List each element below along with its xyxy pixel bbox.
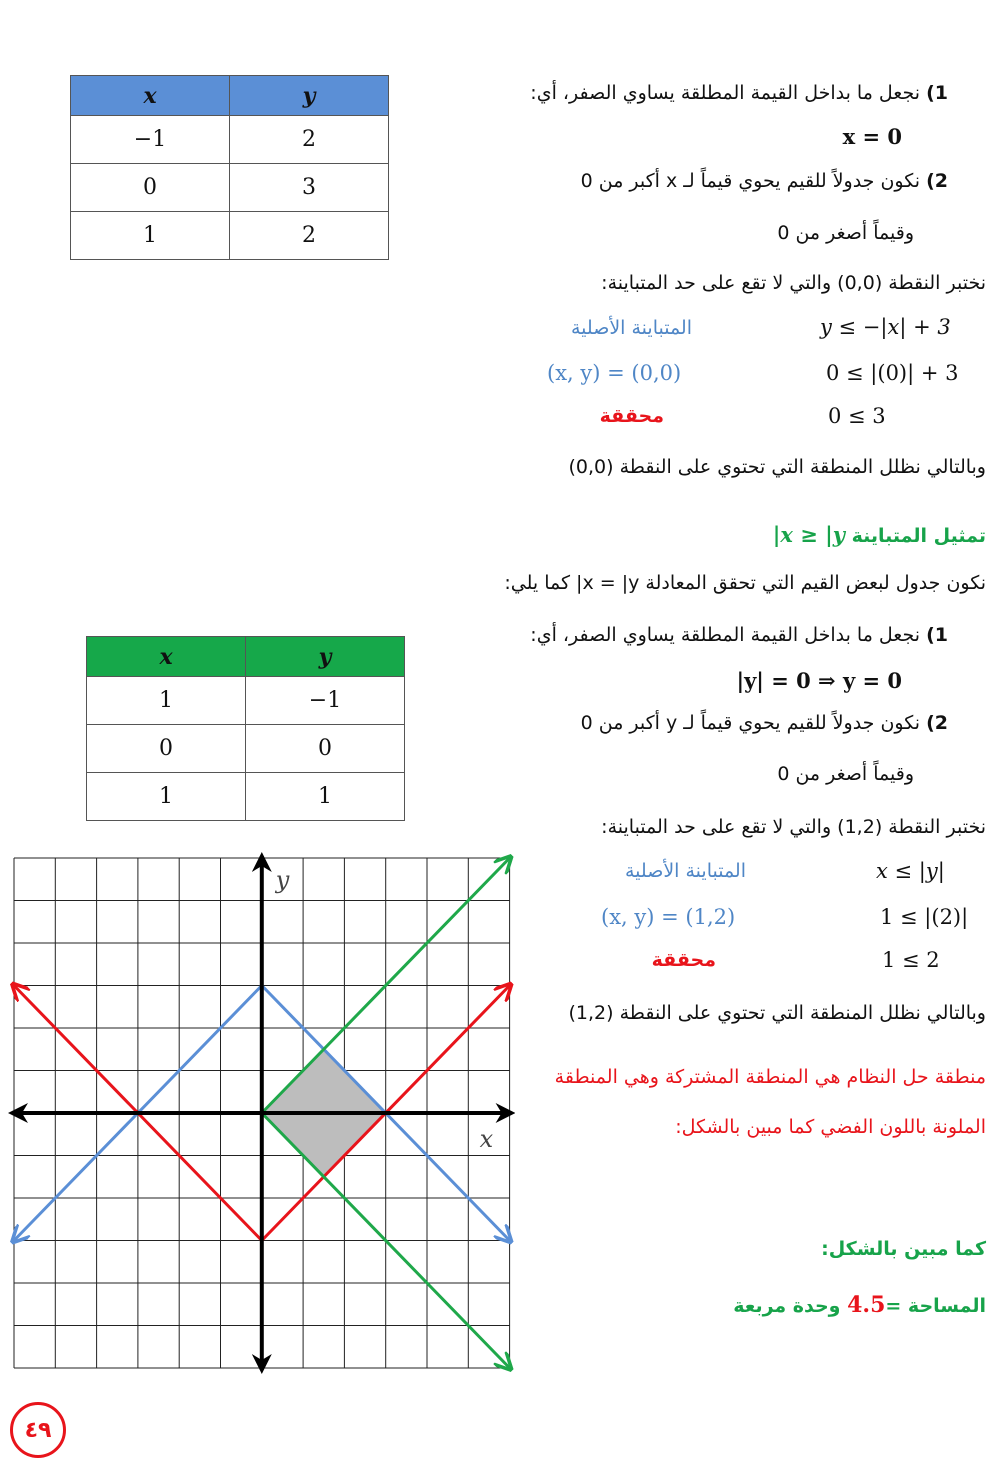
page-number: ٤٩ [24,1417,52,1443]
part2-step2-line2: وقيماً أصغر من 0 [777,763,914,785]
part1-step2 [581,170,948,192]
step-text: نجعل ما بداخل القيمة المطلقة يساوي الصفر، أي: [530,624,921,646]
table-cell: 1 [87,677,246,725]
table-cell: −1 [246,677,405,725]
part1-sub-math: 0 ≤ |(0)| + 3 [826,361,959,385]
step-number: 2) [926,712,948,734]
table-header-y: y [246,637,405,677]
step-number: 1) [926,624,948,646]
part1-orig-label: المتباينة الأصلية [570,317,692,339]
table-cell: 1 [87,773,246,821]
coordinate-graph [0,850,515,1380]
table-cell: 0 [71,164,230,212]
part2-conclusion: وبالتالي نظلل المنطقة التي تحتوي على النقطة (1,2) [568,1002,986,1024]
part1-orig-math: y ≤ −|x| + 3 [820,315,951,339]
table-row [87,725,405,773]
solution-line2: الملونة باللون الفضي كما مبين بالشكل: [675,1116,986,1138]
part2-orig-label: المتباينة الأصلية [624,860,746,882]
table-cell: 2 [230,212,389,260]
table-header-x: x [71,76,230,116]
step-number: 2) [926,170,948,192]
part2-step1 [530,624,948,646]
table-row [87,677,405,725]
table-header-row [87,637,405,677]
table-row [87,773,405,821]
part1-result-math: 0 ≤ 3 [828,404,886,428]
solution-shown: كما مبين بالشكل: [821,1238,986,1260]
area-label: المساحة = [885,1295,986,1317]
part1-sub-label: (x, y) = (0,0) [547,361,682,385]
part2-orig-math: x ≤ |y| [876,859,945,883]
step-text: نكون جدولاً للقيم يحوي قيماً لـ y أكبر من 0 [580,712,921,734]
page-number-badge [10,1402,66,1458]
area-value: 4.5 [847,1292,886,1318]
table-cell: 1 [246,773,405,821]
part2-sub-label: (x, y) = (1,2) [601,905,736,929]
part1-step2-line2: وقيماً أصغر من 0 [777,222,914,244]
part2-heading [773,522,986,547]
values-table-1 [70,75,389,260]
table-header-y: y [230,76,389,116]
table-cell: 0 [87,725,246,773]
table-cell: −1 [71,116,230,164]
part2-test-text: نختبر النقطة (1,2) والتي لا تقع على حد المتباينة: [601,816,986,838]
part1-step1 [530,82,948,104]
table-row [71,116,389,164]
table-cell: 2 [230,116,389,164]
table-header-row [71,76,389,116]
step-text: نكون جدولاً للقيم يحوي قيماً لـ x أكبر من 0 [580,170,921,192]
solution-line1: منطقة حل النظام هي المنطقة المشتركة وهي المنطقة [554,1066,986,1088]
part2-result-math: 1 ≤ 2 [882,948,940,972]
part2-verified: محققة [651,949,716,971]
table-cell: 1 [71,212,230,260]
heading-math: x ≥ |y| [772,522,845,547]
area-line [733,1292,986,1318]
part2-sub-math: 1 ≤ |(2)| [880,905,969,929]
table-header-x: x [87,637,246,677]
part1-step1-math: x = 0 [842,124,902,149]
part2-intro: نكون جدول لبعض القيم التي تحقق المعادلة x = |y| كما يلي: [504,572,986,594]
x-axis-label: x [479,1125,494,1153]
part1-conclusion: وبالتالي نظلل المنطقة التي تحتوي على النقطة (0,0) [568,456,986,478]
step-text: نجعل ما بداخل القيمة المطلقة يساوي الصفر، أي: [530,82,921,104]
heading-text: تمثيل المتباينة [851,525,986,547]
table-cell: 0 [246,725,405,773]
part2-step2 [581,712,948,734]
part1-verified: محققة [599,405,664,427]
table-cell: 3 [230,164,389,212]
y-axis-label: y [275,866,290,894]
table-row [71,164,389,212]
area-unit: وحدة مربعة [733,1295,841,1317]
values-table-2 [86,636,405,821]
part1-test-text: نختبر النقطة (0,0) والتي لا تقع على حد المتباينة: [601,272,986,294]
part2-step1-math: |y| = 0 ⇒ y = 0 [736,668,902,693]
table-row [71,212,389,260]
step-number: 1) [926,82,948,104]
